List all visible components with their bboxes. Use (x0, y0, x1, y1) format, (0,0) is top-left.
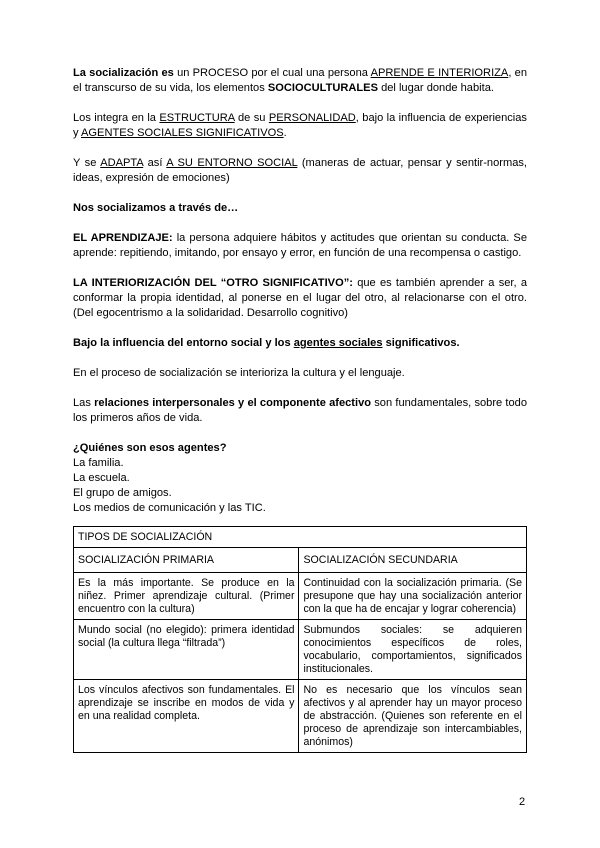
paragraph-culture: En el proceso de socialización se interioriza la cultura y el lenguaje. (73, 367, 405, 379)
heading-influence (73, 336, 527, 351)
paragraph-internalization (73, 276, 527, 321)
underlined-text: PERSONALIDAD (268, 112, 356, 124)
text: son fundamentales, sobre todo los primeros años de vida. (73, 397, 528, 424)
text: , bajo la influencia de experiencias y (73, 112, 527, 139)
text: Y se (73, 157, 101, 169)
table-cell: Mundo social (no elegido): primera identidad social (la cultura llega “filtrada”) (74, 620, 299, 680)
underlined-text: APRENDE E INTERIORIZA (370, 67, 509, 79)
page-number: 2 (519, 796, 526, 808)
agent-item: El grupo de amigos. (73, 487, 172, 499)
text: del lugar donde habita. (377, 82, 494, 94)
text: Los integra en la (73, 112, 160, 124)
underlined-text: agentes sociales (293, 337, 383, 349)
text: (maneras de actuar, pensar y sentir-normas, ideas, expresión de emociones) (73, 157, 528, 184)
table-title: TIPOS DE SOCIALIZACIÓN (74, 527, 527, 548)
text: la persona adquiere hábitos y actitudes que orientan su conducta. Se aprende: repitiendo, imitando, por ensayo y error, en función de una recompensa o castigo. (73, 232, 528, 259)
bold-text: ¿Quiénes son esos agentes? (73, 442, 227, 454)
table-row (74, 573, 527, 620)
bold-text: Nos socializamos a través de… (73, 202, 239, 214)
text: Las (73, 397, 95, 409)
bold-text: LA INTERIORIZACIÓN DEL “OTRO SIGNIFICATIVO”: (73, 277, 353, 289)
bold-text: relaciones interpersonales y el componente afectivo (94, 397, 372, 409)
text: que es también aprender a ser, a conformar la propia identidad, al ponerse en el lugar del otro, al relacionarse con el otro. (Del egocentrismo a la solidaridad. Desarrollo cognitivo) (73, 277, 527, 319)
underlined-text: ESTRUCTURA (159, 112, 235, 124)
table-cell: Es la más importante. Se produce en la niñez. Primer aprendizaje cultural. (Primer encuentro con la cultura) (74, 573, 299, 620)
paragraph-definition (73, 66, 527, 96)
agent-item: La escuela. (73, 472, 130, 484)
paragraph-adapt (73, 156, 527, 186)
agent-item: Los medios de comunicación y las TIC. (73, 502, 266, 514)
text: así (143, 157, 167, 169)
paragraph-relations (73, 396, 527, 426)
heading-socialize-through (73, 201, 527, 216)
table-row (74, 680, 527, 753)
table-header: SOCIALIZACIÓN SECUNDARIA (299, 548, 527, 573)
table-cell: Continuidad con la socialización primaria. (Se presupone que hay una socialización anterior con la que ha de encajar y lograr coherencia) (299, 573, 527, 620)
text: un PROCESO por el cual una persona (173, 67, 371, 79)
underlined-text: AGENTES SOCIALES SIGNIFICATIVOS (81, 127, 284, 139)
text: de su (234, 112, 269, 124)
table-cell: No es necesario que los vínculos sean afectivos y al aprender hay un mayor proceso de abstracción. (Quienes son referente en el proceso de aprendizaje son intercambiables, anónimos) (299, 680, 527, 753)
bold-text: La socialización es (73, 67, 174, 79)
bold-text: Bajo la influencia del entorno social y los (73, 337, 294, 349)
agent-item: La familia. (73, 457, 124, 469)
agents-question (73, 441, 527, 456)
paragraph-structure (73, 111, 527, 141)
underlined-text: ADAPTA (100, 157, 144, 169)
table-row (74, 620, 527, 680)
document-body (73, 66, 527, 516)
table-cell: Submundos sociales: se adquieren conocimientos específicos de roles, vocabulario, comportamientos, significados institucionales. (299, 620, 527, 680)
bold-text: significativos. (382, 337, 460, 349)
underlined-text: A SU ENTORNO SOCIAL (166, 157, 298, 169)
table-header: SOCIALIZACIÓN PRIMARIA (74, 548, 299, 573)
text: . (283, 127, 287, 139)
text: , en el transcurso de su vida, los elementos (73, 67, 528, 94)
table-cell: Los vínculos afectivos son fundamentales. El aprendizaje se inscribe en modos de vida y en una realidad completa. (74, 680, 299, 753)
paragraph-learning (73, 231, 527, 261)
bold-text: EL APRENDIZAJE: (73, 232, 173, 244)
socialization-types-table (73, 526, 527, 753)
bold-text: SOCIOCULTURALES (267, 82, 378, 94)
